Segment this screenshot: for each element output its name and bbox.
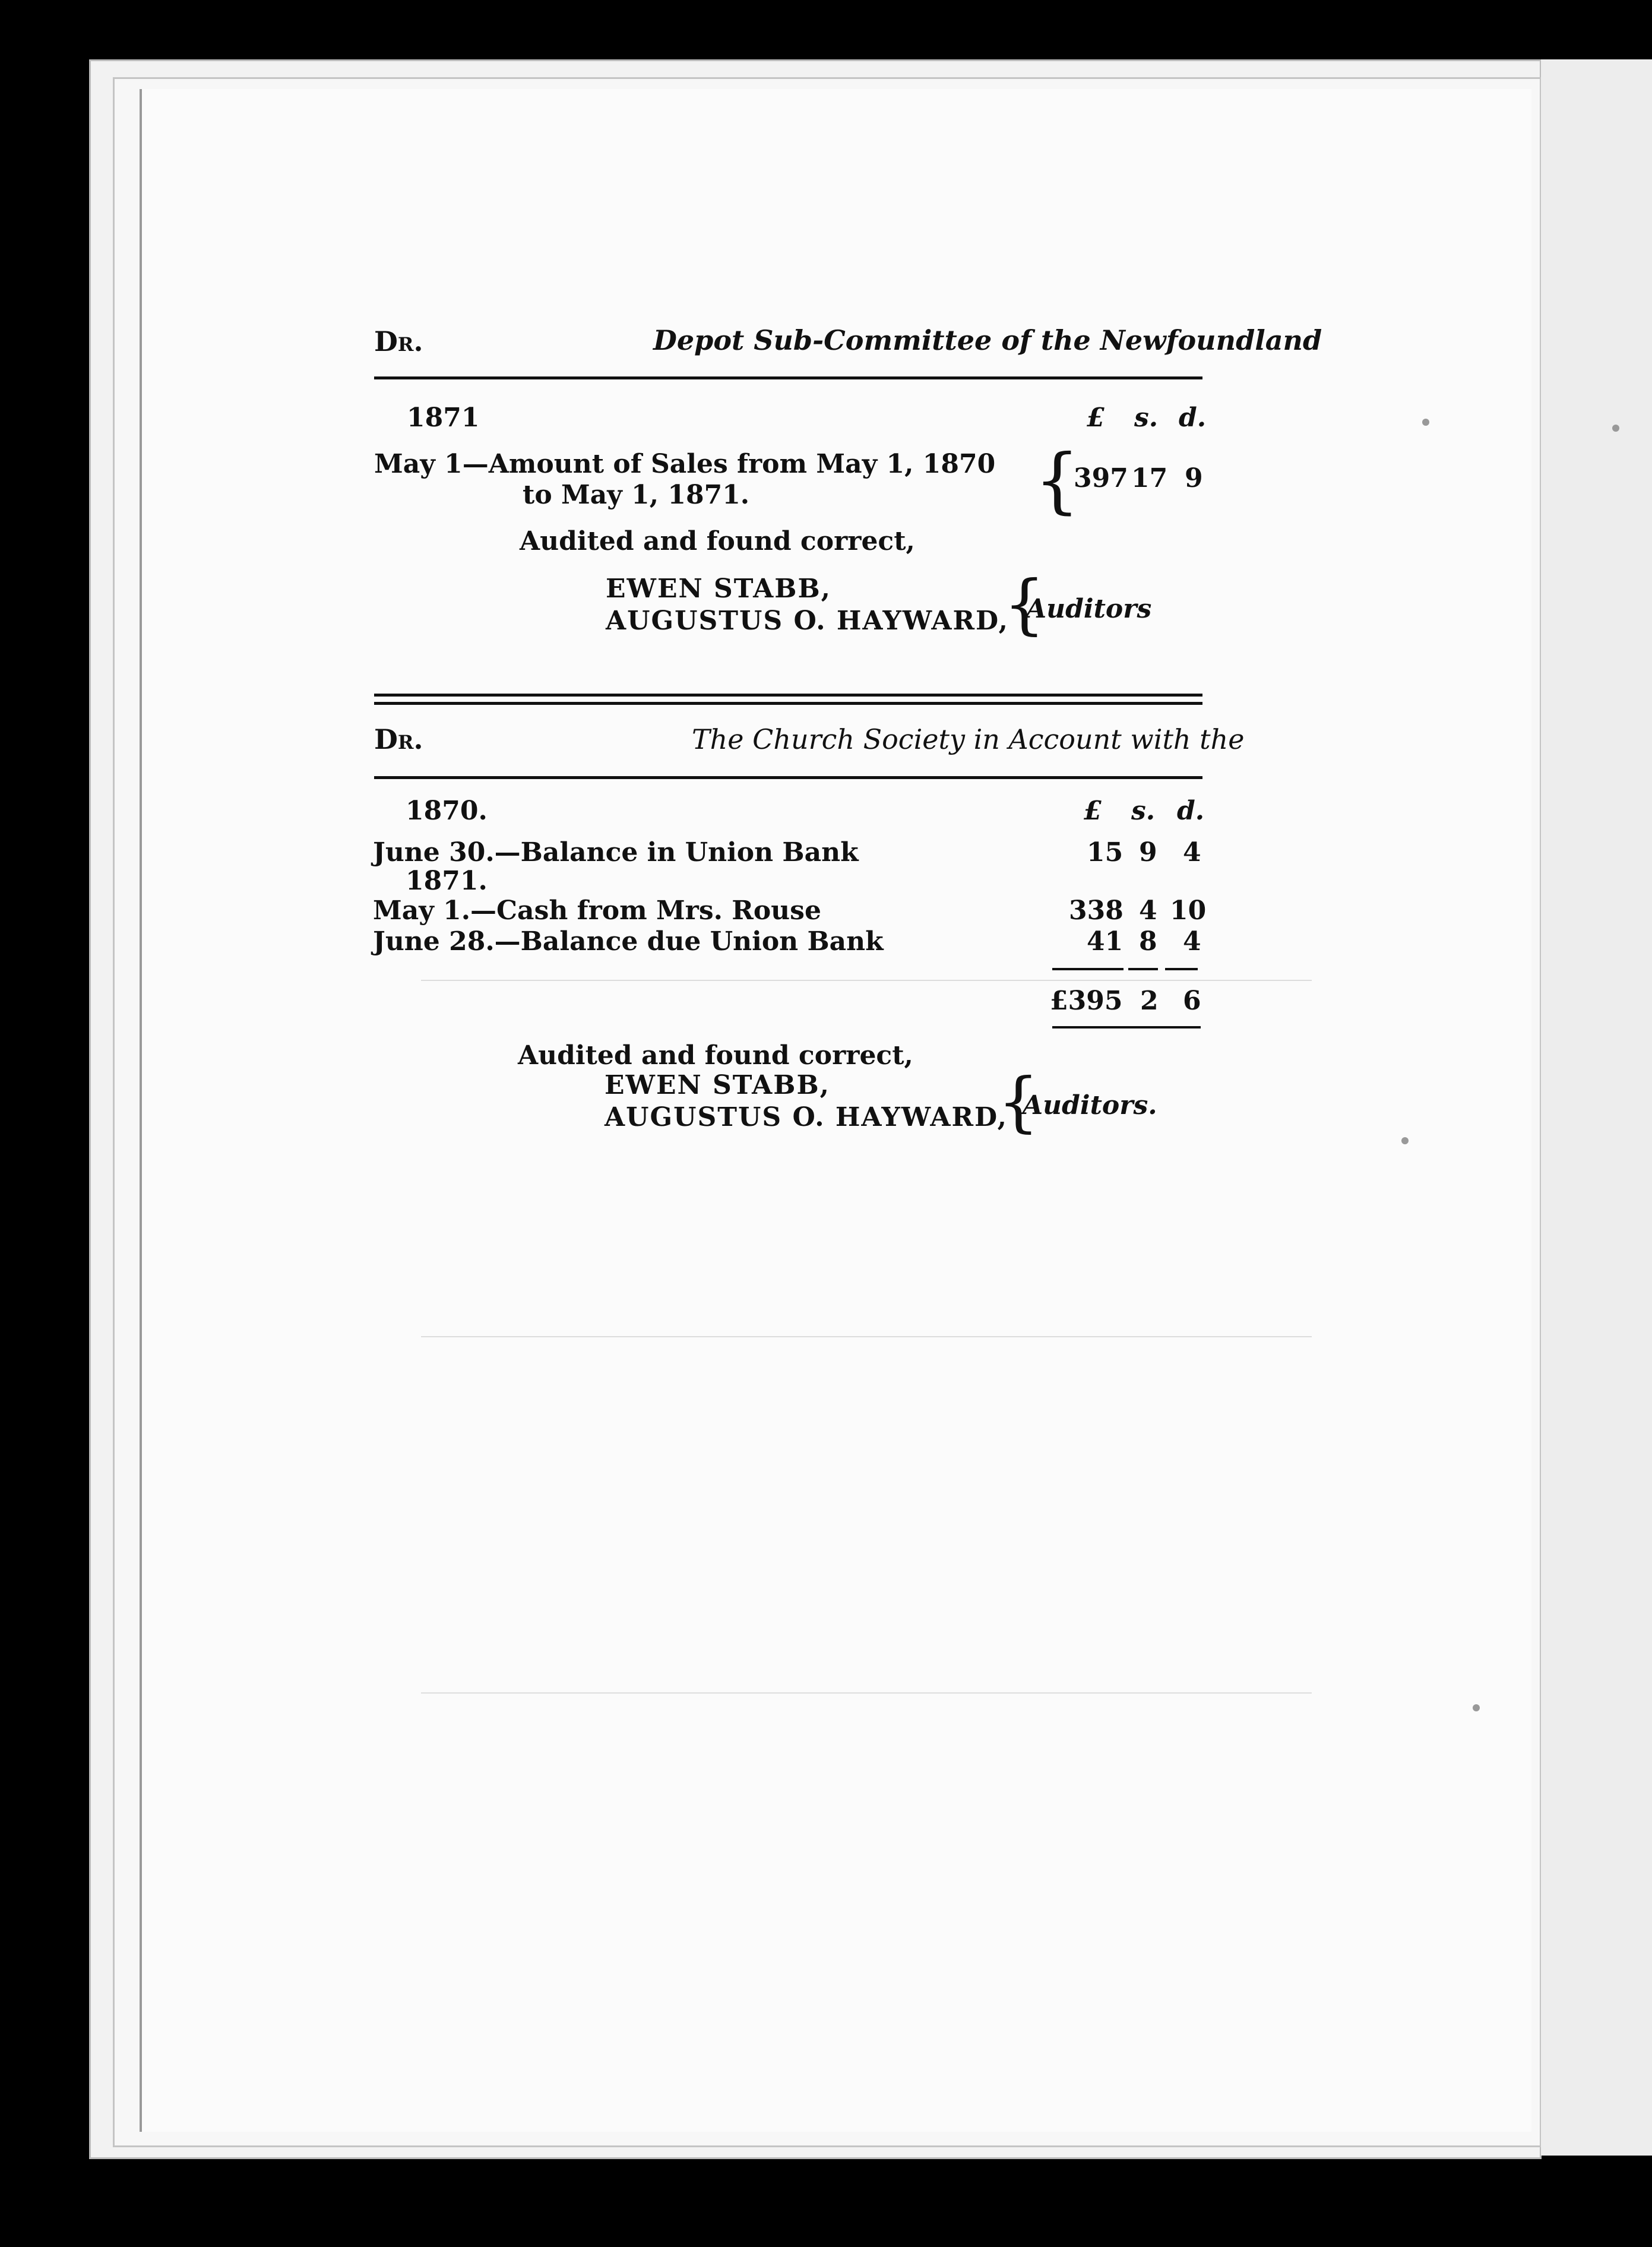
total-rule — [1165, 968, 1198, 970]
show-through-line — [421, 1692, 1312, 1694]
speck — [1473, 1704, 1480, 1711]
speck — [1612, 425, 1619, 432]
auditor-name: EWEN STABB, — [605, 1070, 830, 1100]
account-header: Depot Sub-Committee of the Newfoundland — [653, 324, 1322, 356]
total-pounds: £395 — [1050, 986, 1123, 1016]
entry-pence: 4 — [1183, 926, 1201, 957]
brace: { — [1034, 439, 1080, 522]
pounds-heading: £ — [1084, 796, 1102, 826]
amount-pounds: 397 — [1074, 463, 1128, 493]
auditors-label: Auditors. — [1023, 1090, 1157, 1121]
pence-heading: d. — [1179, 403, 1207, 433]
auditor-name: AUGUSTUS O. HAYWARD, — [606, 606, 1009, 636]
shillings-heading: s. — [1134, 403, 1159, 433]
total-pence: 6 — [1183, 986, 1201, 1016]
show-through-line — [421, 980, 1312, 981]
entry-shillings: 9 — [1139, 837, 1157, 868]
entry-pounds: 15 — [1087, 837, 1124, 868]
entry-shillings: 8 — [1139, 926, 1157, 957]
entry-line-1: May 1—Amount of Sales from May 1, 1870 — [374, 449, 996, 479]
audited-statement: Audited and found correct, — [518, 1040, 913, 1071]
entry-pence: 4 — [1183, 837, 1201, 868]
entry-description: May 1.—Cash from Mrs. Rouse — [373, 895, 821, 926]
double-rule-bottom — [374, 702, 1202, 705]
facing-page-edge — [1541, 59, 1652, 2156]
total-shillings: 2 — [1140, 986, 1159, 1016]
entry-pounds: 338 — [1069, 895, 1124, 926]
shillings-heading: s. — [1131, 796, 1156, 826]
entry-pence: 10 — [1170, 895, 1207, 926]
speck — [1422, 419, 1429, 426]
total-rule — [1052, 968, 1124, 970]
speck — [1401, 1137, 1409, 1144]
amount-pence: 9 — [1185, 463, 1203, 493]
total-rule — [1128, 968, 1158, 970]
year-label: 1871 — [407, 403, 480, 433]
entry-description: June 28.—Balance due Union Bank — [373, 926, 884, 957]
header-rule — [374, 776, 1202, 779]
year-label: 1871. — [406, 866, 488, 896]
auditor-name: EWEN STABB, — [606, 574, 831, 604]
brace: { — [998, 1064, 1039, 1140]
show-through-line — [421, 1336, 1312, 1337]
header-rule — [374, 376, 1202, 379]
entry-line-2: to May 1, 1871. — [523, 480, 750, 510]
auditors-label: Auditors — [1026, 594, 1152, 624]
pence-heading: d. — [1177, 796, 1205, 826]
brace: { — [1004, 566, 1045, 642]
pounds-heading: £ — [1087, 403, 1105, 433]
entry-description: June 30.—Balance in Union Bank — [373, 837, 859, 868]
dr-label: Dr. — [374, 723, 423, 755]
double-rule-top — [374, 694, 1202, 697]
auditor-name: AUGUSTUS O. HAYWARD, — [605, 1102, 1008, 1132]
audited-statement: Audited and found correct, — [520, 526, 915, 556]
dr-label: Dr. — [374, 325, 423, 357]
entry-shillings: 4 — [1139, 895, 1157, 926]
year-label: 1870. — [406, 796, 488, 826]
account-header: The Church Society in Account with the — [692, 723, 1245, 755]
amount-shillings: 17 — [1131, 463, 1168, 493]
entry-pounds: 41 — [1087, 926, 1124, 957]
total-underline — [1052, 1026, 1201, 1028]
